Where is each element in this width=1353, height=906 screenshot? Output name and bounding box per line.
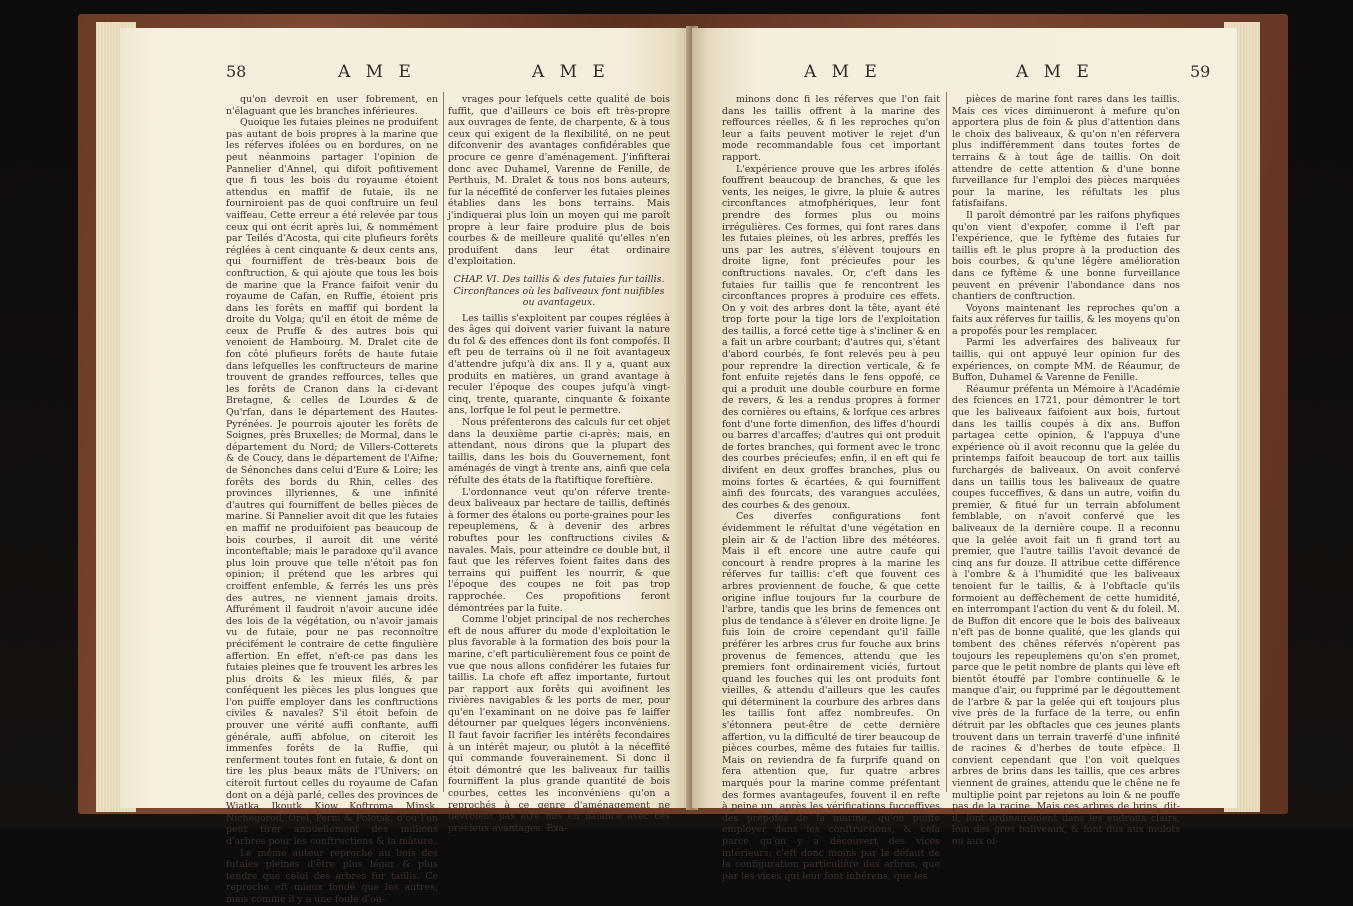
column-rule (946, 92, 947, 792)
paragraph: Réaumur préfenta un Mémoire à l'Académie des fciences en 1721, pour démontrer le tort que les baliveaux faifoient aux bois, furtout dans les taillis coupés à dix ans. Buffon partagea cette opinion, & l'appuya d'une expérience où il avoit reconnu que la gelée du printemps faifoit beaucoup de tort aux taillis furchargés de baliveaux. On avoit confervé dans un taillis tous les baliveaux de quatre coupes fucceffives, & dans un autre, voifin du premier, & fitué fur un terrain abfolument femblable, on n'avoit confervé que les baliveaux de la dernière coupe. Il a reconnu que la gelée avoit fait un fi grand tort au premier, que l'autre taillis l'avoit devancé de cinq ans fur douze. Il attribue cette différence à l'ombre & à l'humidité que les baliveaux tenoient fur le taillis, & à l'obftacle qu'ils formoient au deffèchement de cette humidité, en interrompant l'action du vent & du foleil. M. de Buffon dit encore que le bois des baliveaux n'eft pas de bonne qualité, que les glands qui tombent des chênes réfervés n'opèrent pas toujours les repeuplemens qu'on s'en promet, parce que le petit nombre de plants qui lève eft bientôt étouffé par l'ombre continuelle & le manque d'air, ou fupprimé par le dégouttement de l'arbre & par la gelée qui eft toujours plus vive près de la furface de la terre, ou enfin détruit par les obftacles que ces jeunes plants trouvent dans un terrain traverfé d'une infinité de racines & d'herbes de toute efpèce. Il convient cependant que l'on voit quelques arbres de brins dans les taillis, que ces arbres viennent de graines, attendu que le chêne ne fe multiplie point par rejetons au loin & ne pouffe pas de la racine. Mais ces arbres de brins, dit-il, font ordinairement dans les endroits clairs, loin des gros baliveaux, & font dus aux mulots ou aux oi- (952, 383, 1180, 847)
right-page (692, 28, 1237, 882)
section-heading: CHAP. VI. Des taillis & des futaies fur taillis. Circonftances où les baliveaux font nuifibles ou avantageux. (453, 273, 665, 309)
paragraph: Les taillis s'exploitent par coupes réglées à des âges qui doivent varier fuivant la nature du fol & des effences dont ils font compofés. Il eft peu de terrains où il ne foit avantageux d'attendre jufqu'à dix ans. Il y a, quant aux produits en matières, un grand avantage à reculer l'époque des coupes jufqu'à vingt-cinq, trente, quarante, cinquante & foixante ans, lorfque le fol peut le permettre. (448, 312, 670, 417)
paragraph: Quoique les futaies pleines ne produifent pas autant de bois propres à la marine que les réferves ifolées ou en bordures, on ne peut néanmoins partager l'opinion de Pannelier d'Annel, qui difoit pofitivement que fi tous les bois du royaume étoient attendus en maffif de futaie, ils ne fourniroient pas de quoi conftruire un feul vaiffeau. Cette erreur a été relevée par tous ceux qui ont écrit après lui, & nommément par Teilés d'Acosta, qui cite plufieurs forêts réglées à cent cinquante & deux cents ans, qui fourniffent de très-beaux bois de conftruction, & qui ajoute que tous les bois de marine que la France faifoit venir du royaume de Cafan, en Ruffie, étoient pris dans les forêts en maffif qui bordent la droite du Volga; qu'il en étoit de même de ceux de Pruffe & des autres bois qui venoient de Hambourg. M. Dralet cite de fon côté plufieurs forêts de haute futaie dans lefquelles les conftructeurs de marine trouvent de grandes reffources, telles que les forêts de Cranon dans la ci-devant Bretagne, & celles de Lourdes & de Qu'rfan, dans le département des Hautes-Pyrénées. Je pourrois ajouter les forêts de Soignes, près Bruxelles; de Mormal, dans le département du Nord; de Villers-Cotterets & de Coucy, dans le département de l'Aifne; de Sénonches dans celui d'Eure & Loire; les forêts des bords du Rhin, celles des provinces illyriennes, & une infinité d'autres qui fourniffent de belles pièces de marine. Si Pannelier avoit dit que les futaies en maffif ne produifoient pas beaucoup de bois courbes, il auroit dit une vérité inconteftable; mais le paradoxe qu'il avance plus loin prouve que telle n'étoit pas fon opinion; il prétend que les arbres qui croiffent enfemble, & ferrés les uns près des autres, ne viennent jamais droits. Affurément il faudroit n'avoir aucune idée des lois de la végétation, ou n'avoir jamais vu de futaie, pour ne pas reconnoître précifément le contraire de cette fingulière affertion. En effet, n'eft-ce pas dans les futaies pleines que fe trouvent les arbres les plus droits & les mieux filés, & par conféquent les pièces les plus longues que l'on puiffe employer dans les conftructions civiles & navales? S'il étoit befoin de prouver une vérité auffi conftante, auffi générale, auffi abfolue, on citeroit les immenfes forêts de la Ruffie, qui renferment toutes font en futaie, & dont on tire les plus beaux mâts de l'Univers; on citeroit furtout celles du royaume de Cafan dont on a déjà parlé, celles des provinces de Wiatka, Ikoutk, Kiow, Koftroma, Minsk, Nichegorod, Orel, Perm & Polotsk, d'où l'on peut tirer annuellement des millions d'arbres pour les conftructions & la mâture. (226, 117, 438, 847)
paragraph: Nous préfenterons des calculs fur cet objet dans la deuxième partie ci-après; mais, en attendant, nous dirons que la plupart des taillis, dans les bois du Gouvernement, font aménagés de vingt à trente ans, ainfi que cela réfulte des états de la ftatiftique foreftière. (448, 417, 670, 486)
paragraph: pièces de marine font rares dans les taillis. Mais ces vices diminueront à mefure qu'on apportera plus de foin & plus d'attention dans le choix des baliveaux, & qu'on n'en réfervera plus indifféremment dans toutes fortes de terrains & à tout âge de taillis. On doit attendre de cette attention & d'une bonne furveillance fur l'emploi des pièces marquées pour la marine, les réfultats les plus fatisfaifans. (952, 94, 1180, 210)
text-column-1 (226, 94, 438, 905)
running-head: A M E (338, 62, 416, 82)
paragraph: vrages pour lefquels cette qualité de bois fuffit, que d'ailleurs ce bois eft très-propre aux ouvrages de fente, de charpente, & à tous ceux qui exigent de la flexibilité, on ne peut difconvenir des avantages confidérables que procure ce genre d'aménagement. J'infifterai donc avec Duhamel, Varenne de Fenille, de Perthuis, M. Dralet & tous nos bons auteurs, fur la néceffité de conferver les futaies pleines établies dans les bons terrains. Mais j'indiquerai plus loin un moyen qui me paroît propre à leur faire produire plus de bois courbes & de meilleure qualité qu'elles n'en produifent dans leur état ordinaire d'exploitation. (448, 94, 670, 268)
column-rule (443, 92, 444, 792)
paragraph: Parmi les adverfaires des baliveaux fur taillis, qui ont appuyé leur opinion fur des expériences, on compte MM. de Réaumur, de Buffon, Duhamel & Varenne de Fenille. (952, 337, 1180, 384)
paragraph: Ces diverfes configurations font évidemment le réfultat d'une végétation en plein air & de l'action libre des météores. Mais il eft encore une autre caufe qui concourt à rendre propres à la marine les réferves fur taillis: c'eft que fouvent ces arbres proviennent de fouche, & que cette origine influe toujours fur la courbure de l'arbre, tandis que les brins de femences ont plus de tendance à s'élever en droite ligne. Je fuis loin de croire cependant qu'il faille préférer les arbres crus fur fouche aux brins provenus de femences, attendu que les premiers font ordinairement viciés, furtout quand les fouches qui les ont produits font vieilles, & attendu d'ailleurs que les caufes qui déterminent la courbure des arbres dans les taillis font affez nombreufes. On s'étonnera peut-être de cette dernière affertion, vu la difficulté de tirer beaucoup de pièces courbes, même des futaies fur taillis. Mais on reviendra de fa furprife quand on fera attention que, fur quatre arbres marqués pour la marine comme préfentant des formes avantageufes, fouvent il en refte à peine un, après les vérifications fucceffives des prépofés de la marine, qu'on puiffe employer dans les conftructions, & cela parce qu'on y a découvert des vices intérieurs: c'eft donc moins par le défaut de la configuration particulière des arbres, que par les vices qui leur font inhérens, que les (722, 511, 940, 882)
page-number: 58 (226, 62, 247, 81)
text-column-1 (722, 94, 940, 882)
paragraph: L'ordonnance veut qu'on réferve trente-deux baliveaux par hectare de taillis, deftinés à former des étalons ou porte-graines pour les repeuplemens, & à devenir des arbres robuftes pour les conftructions civiles & navales. Mais, pour atteindre ce double but, il faut que les réferves foient faites dans des terrains qui puiffent les nourrir, & que l'époque des coupes ne foit pas trop rapprochée. Ces propofitions feront démontrées par la fuite. (448, 486, 670, 614)
paragraph: Comme l'objet principal de nos recherches eft de nous affurer du mode d'exploitation le plus favorable à la formation des bois pour la marine, c'eft particulièrement fous ce point de vue que nous allons confidérer les futaies fur taillis. La chofe eft affez importante, furtout par rapport aux forêts qui avoifinent les rivières navigables & les ports de mer, pour qu'en l'examinant on ne doive pas fe laiffer détourner par quelques légers inconvéniens. Il faut favoir facrifier les intérêts fecondaires à un intérêt majeur, ou plutôt à la néceffité qui commande fouverainement. Si donc il étoit démontré que les baliveaux fur taillis fourniffent la plus grande quantité de bois courbes, cettes les inconvéniens qu'on a reprochés à ce genre d'aménagement ne devroient pas être mis en balance avec ces précieux avantages. Exa- (448, 614, 670, 834)
paragraph: L'expérience prouve que les arbres ifolés fouffrent beaucoup de branches, & que les vents, les neiges, le givre, la pluie & autres circonftances atmofphériques, leur font prendre des formes plus ou moins irrégulières. Ces formes, qui font rares dans les futaies pleines, où les arbres, preffés les uns par les autres, s'élèvent toujours en droite ligne, font précieufes pour les conftructions navales. Or, c'eft dans les futaies fur taillis que fe rencontrent les circonftances propres à produire ces effets. On y voit des arbres dont la tête, ayant été trop forte pour la tige lors de l'exploitation des taillis, a forcé cette tige à s'incliner & en a fait un arbre courbant; d'autres qui, s'étant d'abord courbés, fe font relevés peu à peu pour reprendre la direction verticale, & fe font enfuite rejetés dans le fens oppofé, ce qui a produit une double courbure en forme de revers, & les a rendus propres à former des cornières ou eftains, & lorfque ces arbres font d'une forte dimenfion, des liffes d'hourdi ou barres d'arcaffes; d'autres qui ont produit de fortes branches, qui forment avec le tronc des courbes précieufes; enfin, il en eft qui fe divifent en deux groffes branches, plus ou moins fortes & écartées, & qui fourniffent ainfi des fourcats, des varangues acculées, des courbes & des genoux. (722, 163, 940, 511)
paragraph: Le même auteur reproche au bois des futaies pleines d'être plus léger & plus tendre que celui des arbres fur taillis. Ce reproche eft mieux fondé que les autres; mais comme il y a une foule d'ou- (226, 847, 438, 905)
running-head: A M E (1016, 62, 1094, 82)
left-page (120, 28, 690, 905)
paragraph: minons donc fi les réferves que l'on fait dans les taillis offrent à la marine des reffources réelles, & fi les reproches qu'on leur a faits peuvent motiver le rejet d'un mode recommandable fous cet important rapport. (722, 94, 940, 163)
paragraph: qu'on devroit en user fobrement, en n'élaguant que les branches inférieures. (226, 94, 438, 117)
paragraph: Il paroît démontré par les raifons phyfiques qu'on vient d'expofer, comme il l'eft par l'expérience, que le fyftème des futaies fur taillis eft le plus propre à la production des bois courbes, & qu'une légère amélioration dans ce fyftème & une bonne furveillance peuvent en prévenir l'abondance dans nos chantiers de conftruction. (952, 209, 1180, 303)
paragraph: Voyons maintenant les reproches qu'on a faits aux réferves fur taillis, & les moyens qu'on a propofés pour les remplacer. (952, 302, 1180, 337)
text-column-2 (448, 94, 670, 834)
running-head: A M E (804, 62, 882, 82)
running-head: A M E (532, 62, 610, 82)
page-number: 59 (1190, 62, 1211, 81)
text-column-2 (952, 94, 1180, 847)
